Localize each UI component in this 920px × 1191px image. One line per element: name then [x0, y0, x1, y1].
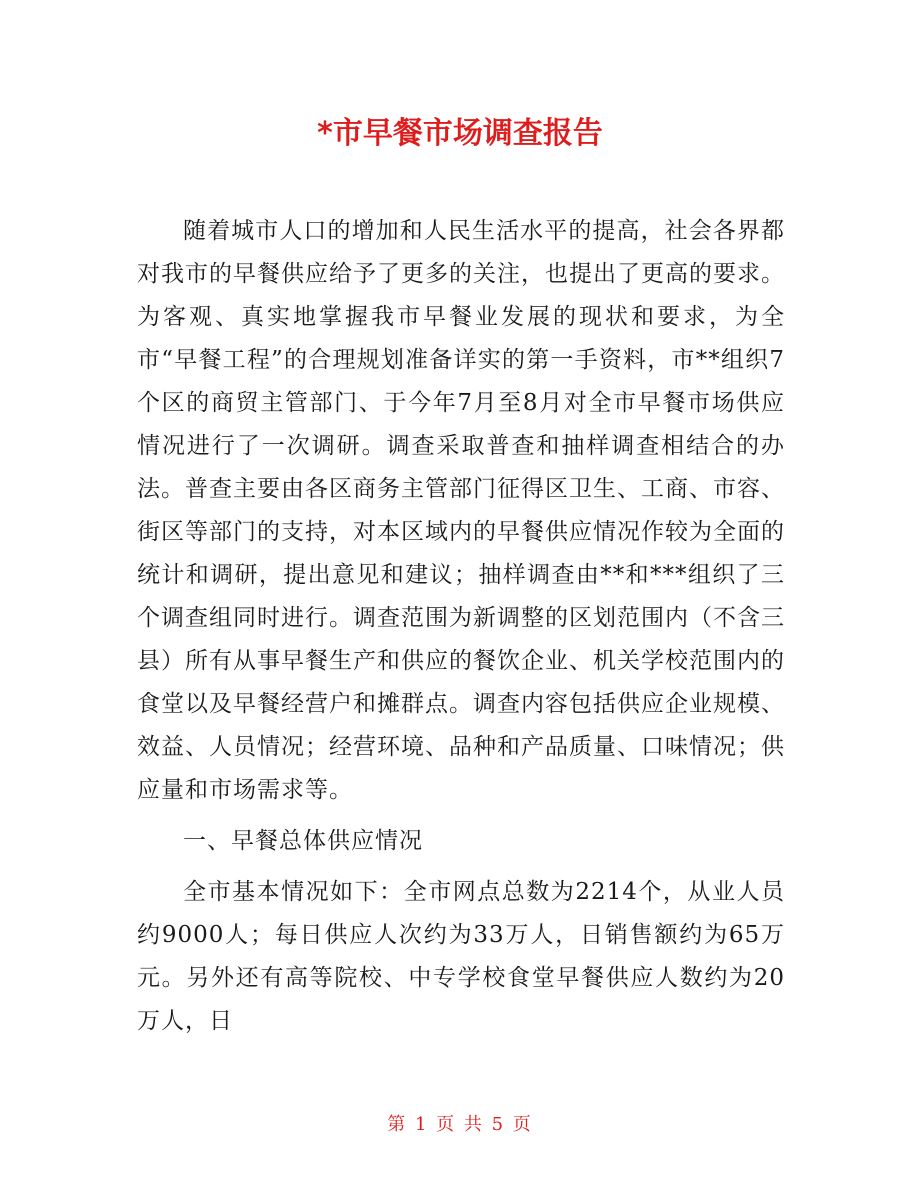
section-paragraph: 全市基本情况如下：全市网点总数为2214个，从业人员约9000人；每日供应人次约为33万人，日销售额约为65万元。另外还有高等院校、中专学校食堂早餐供应人数约为20万人，日	[137, 879, 785, 1034]
document-body	[137, 210, 785, 1043]
document-title: *市早餐市场调查报告	[317, 116, 603, 151]
intro-paragraph: 随着城市人口的增加和人民生活水平的提高，社会各界都对我市的早餐供应给予了更多的关注，也提出了更高的要求。为客观、真实地掌握我市早餐业发展的现状和要求，为全市“早餐工程”的合理规划准备详实的第一手资料，市**组织7个区的商贸主管部门、于今年7月至8月对全市早餐市场供应情况进行了一次调研。调查采取普查和抽样调查相结合的办法。普查主要由各区商务主管部门征得区卫生、工商、市容、街区等部门的支持，对本区域内的早餐供应情况作较为全面的统计和调研，提出意见和建议；抽样调查由**和***组织了三个调查组同时进行。调查范围为新调整的区划范围内（不含三县）所有从事早餐生产和供应的餐饮企业、机关学校范围内的食堂以及早餐经营户和摊群点。调查内容包括供应企业规模、效益、人员情况；经营环境、品种和产品质量、口味情况；供应量和市场需求等。	[137, 218, 785, 803]
page-number-footer: 第 1 页 共 5 页	[387, 1114, 533, 1135]
section-heading: 一、早餐总体供应情况	[183, 828, 423, 854]
